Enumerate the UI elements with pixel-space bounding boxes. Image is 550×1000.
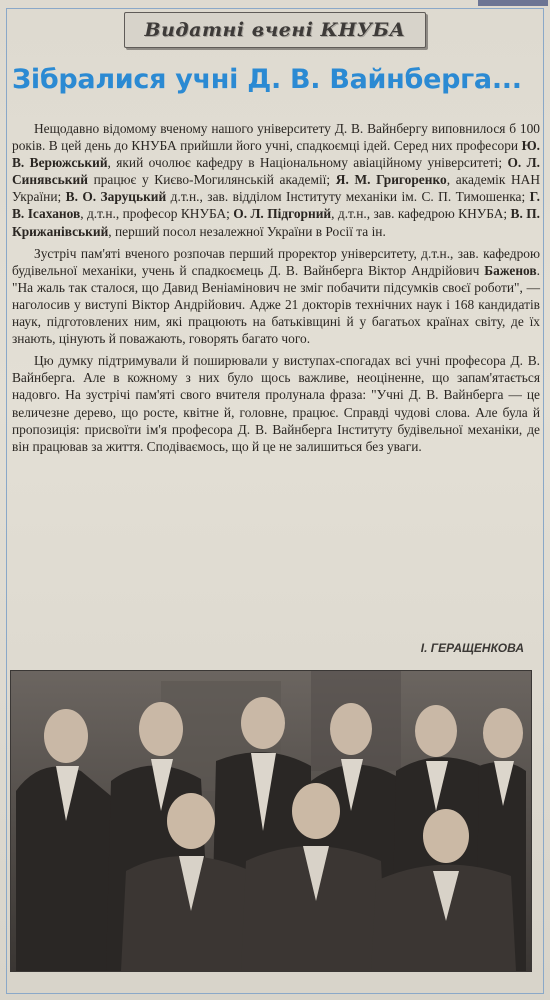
person-name: О. Л. Підгорний xyxy=(233,206,332,222)
person-name: О. Л. Синявський xyxy=(12,155,540,188)
paragraph-text: , перший посол незалежної України в Росії та ін. xyxy=(108,223,386,239)
paragraph-text: Цю думку підтримували й поширювали у виступах-спогадах всі учні професора Д. В. Вайнберга. Але в кожному з них було щось важливе, неоціненне, що запам'ятається надовго. На зустрічі пам'яті свого вчителя пролунала фраза: "Учні Д. В. Вайнберга — це величезне дерево, що росте, квітне й, головне, працює. Справді чудові слова. Але була й пропозиція: присвоїти ім'я професора Д. В. Вайнберга Інституту будівельної механіки, де він працював за життя. Сподіваємось, що й це не залишиться без уваги. xyxy=(12,353,540,454)
person-name: Ю. В. Верюжський xyxy=(12,138,540,171)
article-paragraph xyxy=(12,352,540,455)
paragraph-text: , д.т.н., професор КНУБА; xyxy=(80,206,234,222)
article-paragraph xyxy=(12,245,540,348)
person-name: Я. М. Григоренко xyxy=(335,172,447,188)
paragraph-text: Нещодавно відомому вченому нашого університету Д. В. Вайнбергу виповнилося б 100 років. В цей день до КНУБА прийшли його учні, спадкоємці ідей. Серед них професори xyxy=(12,121,540,154)
paragraph-text: , д.т.н., зав. кафедрою КНУБА; xyxy=(331,206,511,222)
printed-mark xyxy=(478,0,548,6)
paragraph-text: , який очолює кафедру в Національному авіаційному університеті; xyxy=(107,155,508,171)
person-name: В. П. Крижанівський xyxy=(12,206,540,239)
article-body xyxy=(12,120,540,460)
group-photo-image xyxy=(11,671,531,971)
paragraph-text: д.т.н., зав. відділом Інституту механіки ім. С. П. Тимошенка; xyxy=(166,189,530,205)
paragraph-text: працює у Києво-Могилянській академії; xyxy=(87,172,336,188)
section-rubric xyxy=(124,12,426,48)
person-name: Баженов xyxy=(484,262,537,278)
author-byline: І. ГЕРАЩЕНКОВА xyxy=(420,641,524,655)
person-name: Г. В. Ісаханов xyxy=(12,189,540,222)
article-headline: Зібралися учні Д. В. Вайнберга... xyxy=(12,64,522,95)
article-paragraph xyxy=(12,120,540,240)
paragraph-text: Зустріч пам'яті вченого розпочав перший проректор університету, д.т.н., зав. кафедрою будівельної механіки, учень й спадкоємець Д. В. Вайнберга Віктор Андрійович xyxy=(12,245,540,278)
person-name: В. О. Заруцький xyxy=(65,189,167,205)
paragraph-text: . "На жаль так сталося, що Давид Веніамінович не зміг побачити підсумків своєї роботи", — наголосив у виступі Віктор Андрійович. Адже 21 докторів технічних наук і 168 кандидатів наук, підготовлених ним, які працюють на батьківщині й у багатьох країнах світу, де їх знають, цінують й поважають, говорять багато чого. xyxy=(12,262,540,347)
group-photo xyxy=(10,670,532,972)
rubric-title: Видатні вчені КНУБА xyxy=(144,19,406,41)
paragraph-text: , академік НАН України; xyxy=(12,172,541,205)
